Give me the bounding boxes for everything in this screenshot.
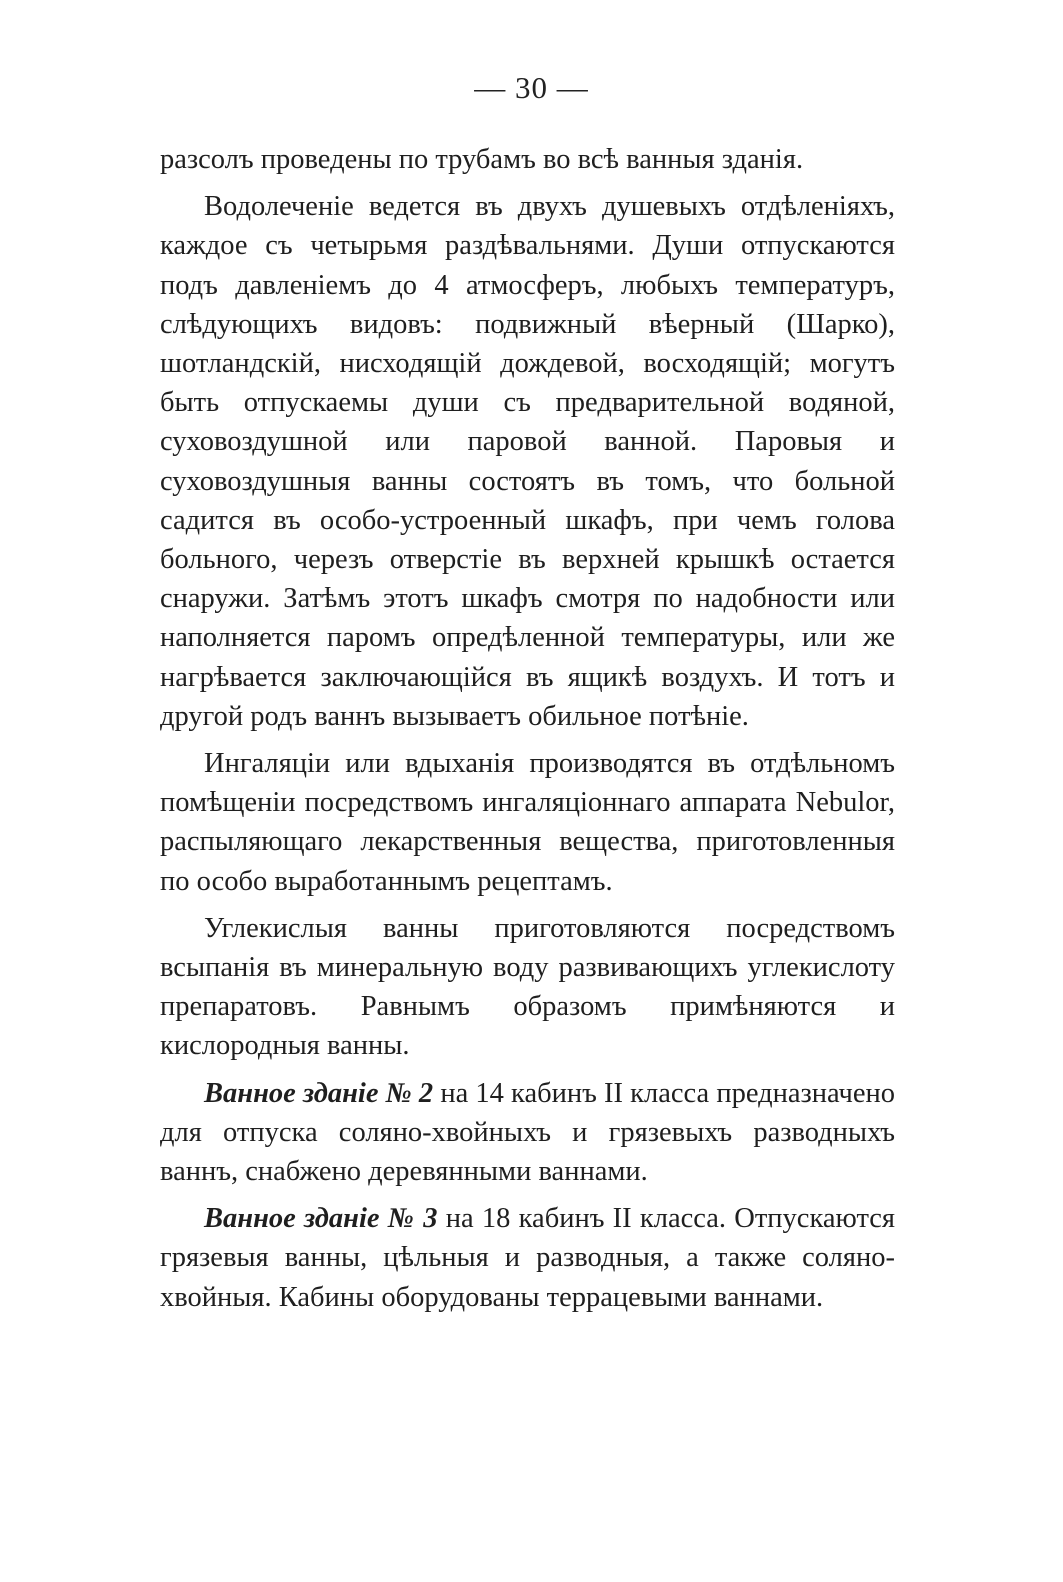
bath-building-2-text: на 14 кабинъ II класса предназначено для отпуска соляно-хвойныхъ и грязевыхъ разводныхъ ваннъ, снабжено деревянными ваннами. (160, 1077, 896, 1188)
bath-building-2-heading: Ванное зданіе № 2 (204, 1077, 434, 1109)
bath-building-3-text: на 18 кабинъ II класса. Отпускаются грязевыя ванны, цѣльныя и разводныя, а также соляно-хвойныя. Кабины оборудованы террацевыми ваннами. (160, 1203, 896, 1313)
bath-building-3-heading: Ванное зданіе № 3 (204, 1203, 438, 1235)
page-number: — 30 — (474, 70, 589, 105)
paragraph-hydrotherapy: Водолеченіе ведется въ двухъ душевыхъ отдѣленіяхъ, каждое съ четырьмя раздѣвальнями. Души отпускаются подъ давленіемъ до 4 атмосферъ, любыхъ температуръ, слѣдующихъ видовъ: подвижный вѣерный (Шарко), шотландскій, нисходящій дождевой, восходящій; могутъ быть отпускаемы души съ предварительной водяной, суховоздушной или паровой ванной. Паровыя и суховоздушныя ванны состоятъ въ томъ, что больной садится въ особо-устроенный шкафъ, при чемъ голова больного, черезъ отверстіе въ верхней крышкѣ остается снаружи. Затѣмъ этотъ шкафъ смотря по надобности или наполняется паромъ опредѣленной температуры, или же нагрѣвается заключающійся въ ящикѣ воздухъ. И тотъ и другой родъ ваннъ вызываетъ обильное потѣніе. (160, 191, 895, 732)
paragraph-bath-building-3 (160, 1199, 895, 1317)
paragraph-carbonic-baths: Углекислыя ванны приготовляются посредствомъ всыпанія въ минеральную воду развивающихъ углекислоту препаратовъ. Равнымъ образомъ примѣняются и кислородныя ванны. (160, 912, 895, 1062)
paragraph-inhalation: Ингаляціи или вдыханія производятся въ отдѣльномъ помѣщеніи посредствомъ ингаляціоннаго аппарата Nebulor, распыляющаго лекарственныя вещества, приготовленныя по особо выработаннымъ рецептамъ. (160, 748, 895, 897)
paragraph-continuation: разсолъ проведены по трубамъ во всѣ ванныя зданія. (160, 144, 804, 175)
body-text (160, 140, 895, 1325)
paragraph-bath-building-2 (160, 1074, 895, 1192)
